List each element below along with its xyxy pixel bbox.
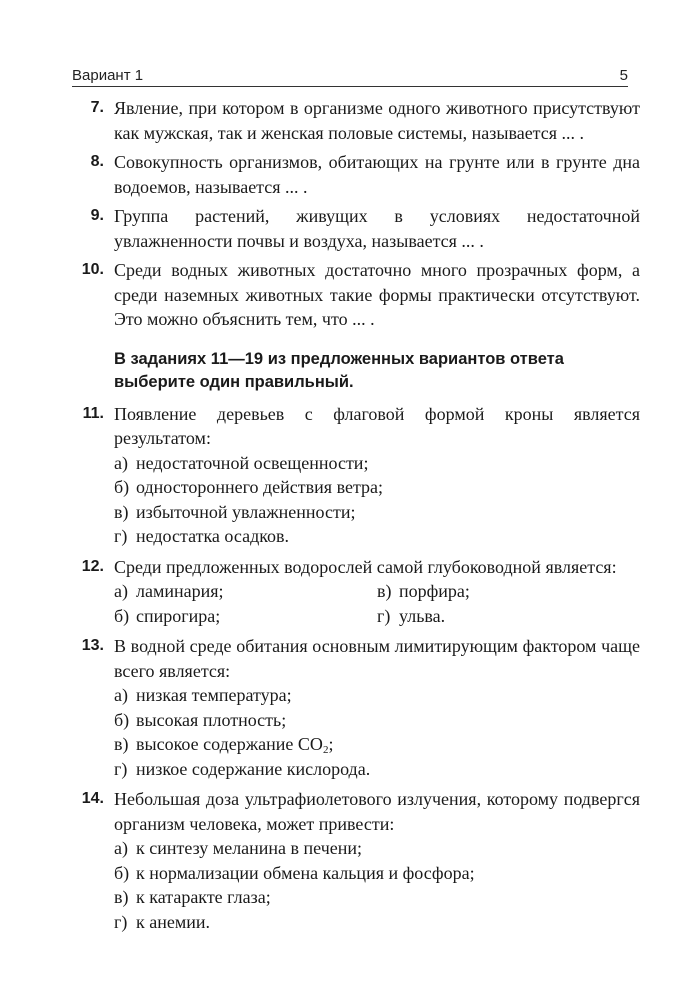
option-text: низкое содержание кислорода. [136,758,371,779]
answer-option [114,732,640,757]
answer-option [114,708,640,733]
answer-option [114,861,640,886]
question-text: Среди водных животных достаточно много прозрачных форм, а среди наземных животных такие формы практически отсутствуют. Это можно объяснить тем, что ... . [114,260,640,329]
question-text: Явление, при котором в организме одного животного присутствуют как мужская, так и женская половые системы, называется ... . [114,98,640,143]
question-14 [72,787,640,934]
option-letter: г) [114,758,128,779]
page-number: 5 [619,67,628,84]
question-number: 12. [81,557,104,575]
option-letter: а) [114,685,128,705]
question-10 [72,258,640,332]
option-letter: г) [114,911,128,932]
question-number: 14. [81,790,104,807]
answer-option [377,604,640,629]
question-number: 10. [81,261,104,278]
answer-option [114,500,640,525]
question-13 [72,634,640,781]
option-text: низкая температура; [136,685,292,705]
option-text: недостаточной освещенности; [136,452,369,473]
question-number: 8. [90,153,104,170]
option-letter: в) [377,581,392,601]
question-text: Небольшая доза ультрафиолетового излучения, которому подвергся организм человека, может привести: [114,789,640,834]
question-text: Среди предложенных водорослей самой глубоководной является: [114,556,617,577]
option-letter: г) [377,605,391,626]
option-text: ульва. [399,605,446,626]
option-text [136,732,333,757]
answer-option [114,475,640,500]
option-letter: б) [114,605,130,626]
question-7 [72,96,640,145]
option-letter: в) [114,501,129,522]
option-text: к катаракте глаза; [136,887,271,907]
question-12 [72,555,640,629]
option-letter: в) [114,887,129,907]
answer-option [114,524,640,549]
answer-option [114,579,377,604]
variant-title: Вариант 1 [72,67,144,84]
section-instruction: В заданиях 11—19 из предложенных вариантов ответа выберите один правильный. [114,349,564,391]
options-grid [114,579,640,628]
question-9 [72,204,640,253]
answer-option [114,910,640,935]
question-11 [72,402,640,549]
page-header [72,62,628,84]
option-text: высокая плотность; [136,709,287,730]
subscript-two: 2 [322,744,329,756]
question-number: 9. [90,207,104,224]
option-letter: г) [114,526,128,546]
option-text: к анемии. [136,911,211,932]
answer-option [114,836,640,861]
question-number: 13. [81,637,104,654]
option-text-main: высокое содержание CO [136,734,323,754]
option-letter: б) [114,477,130,497]
answer-option [114,757,640,782]
option-text: порфира; [399,581,470,601]
option-letter: а) [114,581,128,601]
option-text: к нормализации обмена кальция и фосфора; [136,862,475,883]
question-text: В водной среде обитания основным лимитирующим фактором чаще всего является: [114,636,640,681]
option-text: одностороннего действия ветра; [136,477,384,497]
option-letter: в) [114,734,129,754]
page-content [72,96,640,934]
answer-option [377,579,640,604]
option-text: избыточной увлажненности; [136,501,356,522]
question-text: Группа растений, живущих в условиях недостаточной увлажненности почвы и воздуха, называется ... . [114,206,640,251]
question-number: 7. [90,99,104,116]
option-text-end: ; [328,734,334,754]
option-text: недостатка осадков. [136,526,290,546]
question-number: 11. [82,404,104,422]
question-8 [72,150,640,199]
option-text: ламинария; [136,581,224,601]
answer-option [114,885,640,910]
option-letter: б) [114,862,130,883]
question-text: Совокупность организмов, обитающих на грунте или в грунте дна водоемов, называется ... . [114,152,640,197]
answer-option [114,451,640,476]
option-text: спирогира; [136,605,221,626]
option-letter: а) [114,838,128,858]
header-rule [72,86,628,87]
question-text: Появление деревьев с флаговой формой кроны является результатом: [114,403,640,448]
option-letter: б) [114,709,130,730]
option-letter: а) [114,452,128,473]
option-text: к синтезу меланина в печени; [136,838,363,858]
answer-option [114,604,377,629]
answer-option [114,683,640,708]
